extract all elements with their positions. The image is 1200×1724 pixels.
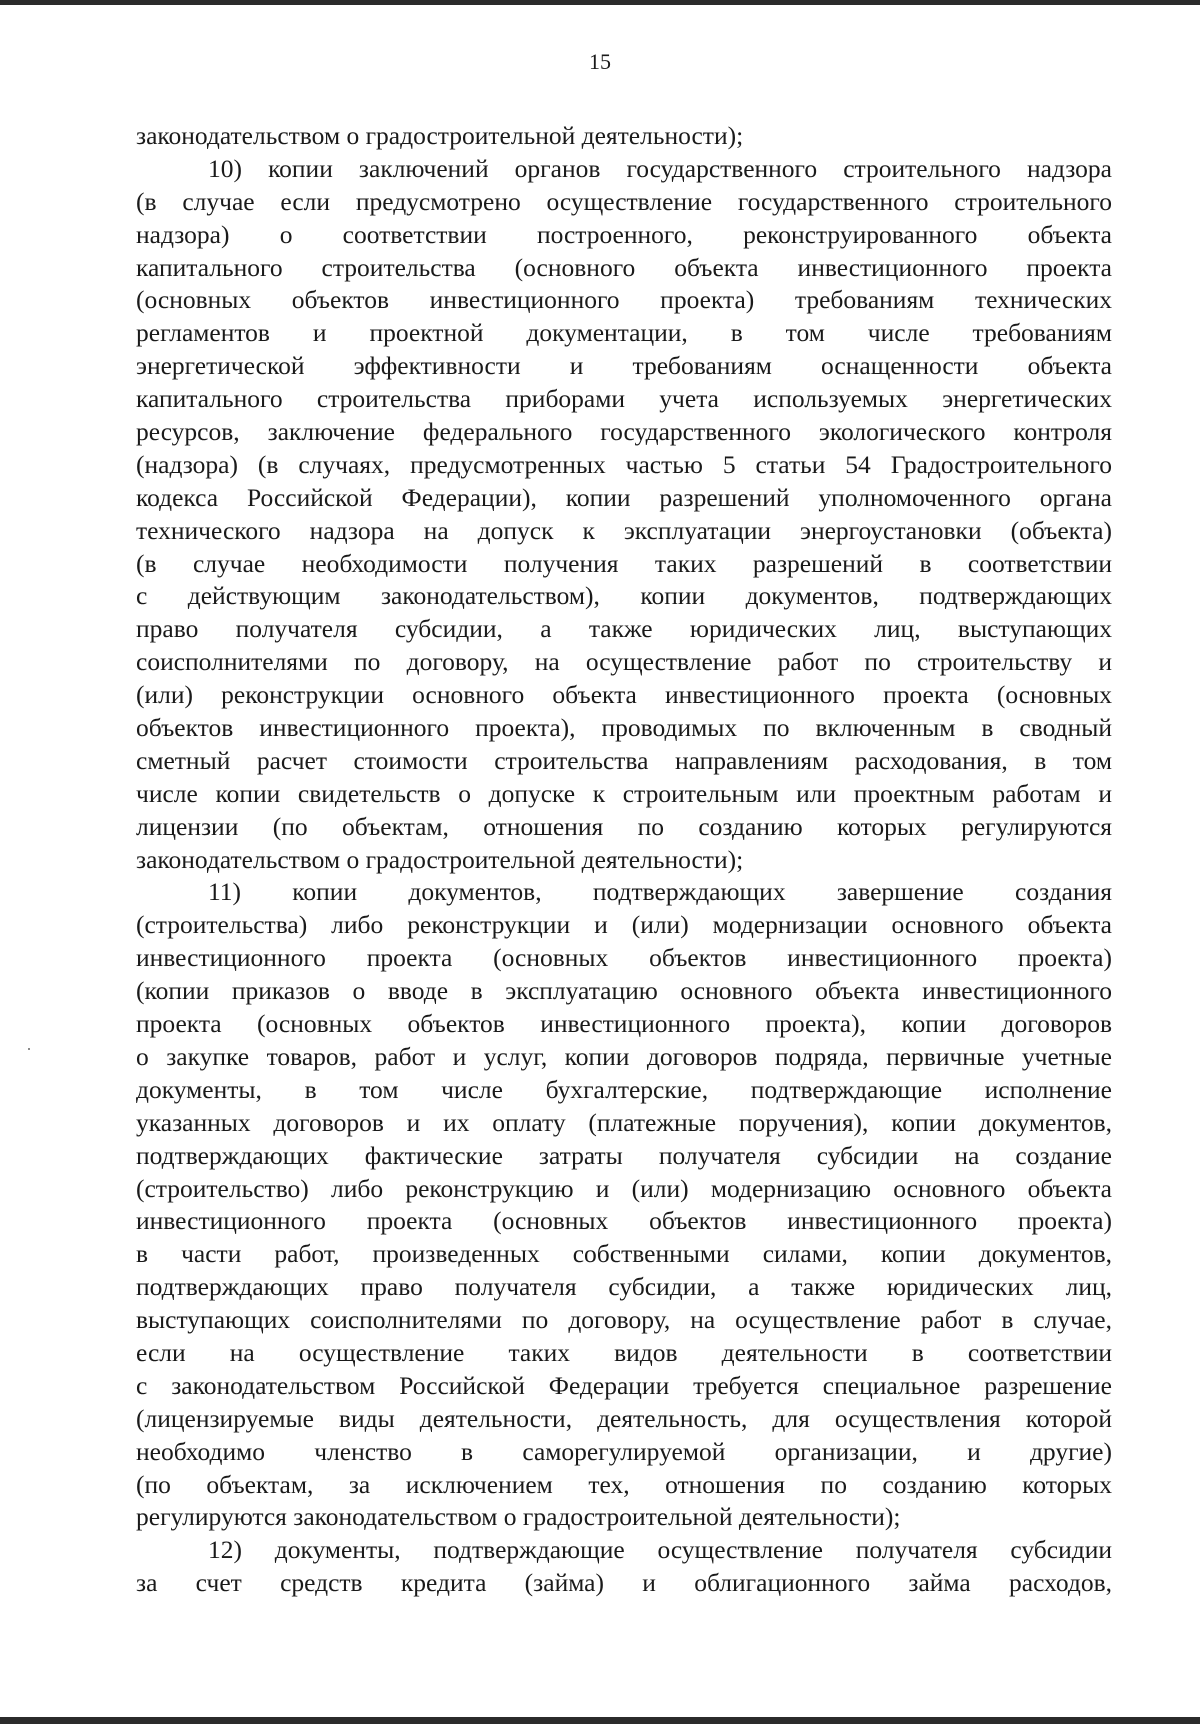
text-line: (строительства) либо реконструкции и (или) модернизации основного объекта	[136, 910, 1112, 940]
text-line: регламентов и проектной документации, в том числе требованиям	[136, 318, 1112, 348]
page-number: 15	[589, 49, 611, 74]
text-line: (в случае если предусмотрено осуществление государственного строительного	[136, 186, 1112, 216]
scan-edge-bottom	[0, 1717, 1200, 1724]
text-line: указанных договоров и их оплату (платежные поручения), копии документов,	[136, 1107, 1112, 1137]
text-line: ресурсов, заключение федерального государственного экологического контроля	[136, 417, 1112, 447]
text-line: числе копии свидетельств о допуске к строительным или проектным работам и	[136, 778, 1112, 808]
text-line: подтверждающих право получателя субсидии, а также юридических лиц,	[136, 1272, 1112, 1302]
text-line: подтверждающих фактические затраты получателя субсидии на создание	[136, 1140, 1112, 1170]
text-line: необходимо членство в саморегулируемой организации, и другие)	[136, 1436, 1112, 1466]
text-line: энергетической эффективности и требованиям оснащенности объекта	[136, 351, 1112, 381]
text-line: объектов инвестиционного проекта), проводимых по включенным в сводный	[136, 713, 1112, 743]
text-line: в части работ, произведенных собственными силами, копии документов,	[136, 1239, 1112, 1269]
text-line: регулируются законодательством о градостроительной деятельности);	[136, 1502, 901, 1532]
text-line: (копии приказов о вводе в эксплуатацию основного объекта инвестиционного	[136, 976, 1112, 1006]
text-line: о закупке товаров, работ и услуг, копии договоров подряда, первичные учетные	[136, 1041, 1112, 1071]
text-line: соисполнителями по договору, на осуществление работ по строительству и	[136, 647, 1112, 677]
text-line: (лицензируемые виды деятельности, деятельность, для осуществления которой	[136, 1403, 1112, 1433]
text-line: кодекса Российской Федерации), копии разрешений уполномоченного органа	[136, 482, 1112, 512]
text-line: выступающих соисполнителями по договору, на осуществление работ в случае,	[136, 1305, 1112, 1335]
text-line: 11) копии документов, подтверждающих завершение создания	[208, 877, 1112, 907]
text-line: (или) реконструкции основного объекта инвестиционного проекта (основных	[136, 680, 1112, 710]
text-line: инвестиционного проекта (основных объектов инвестиционного проекта)	[136, 943, 1112, 973]
text-line: проекта (основных объектов инвестиционного проекта), копии договоров	[136, 1009, 1112, 1039]
text-line: капитального строительства (основного объекта инвестиционного проекта	[136, 252, 1112, 282]
text-line: (строительство) либо реконструкцию и (или) модернизацию основного объекта	[136, 1173, 1112, 1203]
text-line: законодательством о градостроительной деятельности);	[136, 121, 744, 150]
text-line: лицензии (по объектам, отношения по созданию которых регулируются	[136, 811, 1112, 841]
text-line: 12) документы, подтверждающие осуществление получателя субсидии	[208, 1535, 1112, 1565]
text-line: с законодательством Российской Федерации требуется специальное разрешение	[136, 1370, 1112, 1400]
document-body	[136, 120, 1112, 1600]
scan-edge-top	[0, 0, 1200, 5]
text-line: (основных объектов инвестиционного проекта) требованиям технических	[136, 285, 1112, 315]
text-line: (надзора) (в случаях, предусмотренных частью 5 статьи 54 Градостроительного	[136, 449, 1112, 479]
text-line: с действующим законодательством), копии документов, подтверждающих	[136, 581, 1112, 611]
text-line: документы, в том числе бухгалтерские, подтверждающие исполнение	[136, 1074, 1112, 1104]
scan-speck	[28, 1048, 30, 1050]
text-line: капитального строительства приборами учета используемых энергетических	[136, 384, 1112, 414]
text-line: за счет средств кредита (займа) и облигационного займа расходов,	[136, 1568, 1112, 1598]
text-line: инвестиционного проекта (основных объектов инвестиционного проекта)	[136, 1206, 1112, 1236]
text-line: технического надзора на допуск к эксплуатации энергоустановки (объекта)	[136, 515, 1112, 545]
text-line: надзора) о соответствии построенного, реконструированного объекта	[136, 219, 1112, 249]
text-line: (по объектам, за исключением тех, отношения по созданию которых	[136, 1469, 1112, 1499]
text-line: если на осуществление таких видов деятельности в соответствии	[136, 1337, 1112, 1367]
text-line: право получателя субсидии, а также юридических лиц, выступающих	[136, 614, 1112, 644]
text-line: 10) копии заключений органов государственного строительного надзора	[208, 153, 1112, 183]
text-line: (в случае необходимости получения таких разрешений в соответствии	[136, 548, 1112, 578]
text-line: сметный расчет стоимости строительства направлениям расходования, в том	[136, 745, 1112, 775]
text-line: законодательством о градостроительной деятельности);	[136, 844, 744, 874]
